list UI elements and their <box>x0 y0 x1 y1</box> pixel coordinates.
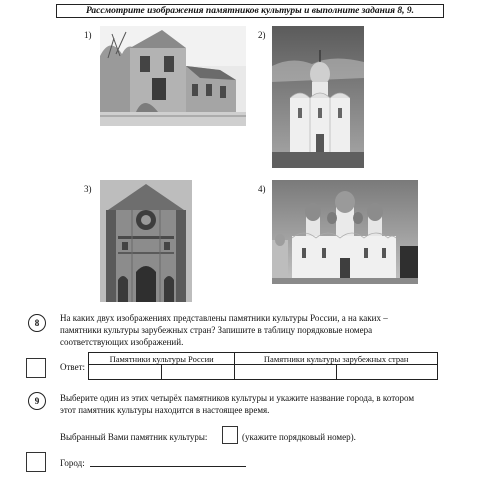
city-input-line[interactable] <box>90 466 246 467</box>
chosen-monument-hint: (укажите порядковый номер). <box>242 432 356 442</box>
question-9-text <box>60 392 444 416</box>
image-3-label: 3) <box>84 184 92 194</box>
answer-table <box>88 352 438 380</box>
chosen-monument-input[interactable] <box>222 426 238 444</box>
russia-column-header: Памятники культуры России <box>89 353 235 365</box>
answer-cell-russia-2[interactable] <box>162 365 235 380</box>
image-1-label: 1) <box>84 30 92 40</box>
white-stone-cathedral-photo <box>272 26 364 168</box>
question-9-score-box[interactable] <box>26 452 46 472</box>
question-8-score-box[interactable] <box>26 358 46 378</box>
question-9-line-2: этот памятник культуры находится в настоящее время. <box>60 405 270 415</box>
question-8-number: 8 <box>28 314 46 332</box>
gothic-cathedral-facade-photo <box>100 180 192 302</box>
answer-cell-russia-1[interactable] <box>89 365 162 380</box>
foreign-column-header: Памятники культуры зарубежных стран <box>235 353 438 365</box>
task-header: Рассмотрите изображения памятников культуры и выполните задания 8, 9. <box>56 4 444 18</box>
answer-cell-foreign-1[interactable] <box>235 365 336 380</box>
answer-label: Ответ: <box>60 362 86 372</box>
question-8-text <box>60 312 444 348</box>
question-8-line-1: На каких двух изображениях представлены памятники культуры России, а на каких – <box>60 313 388 323</box>
question-8-line-3: соответствующих изображений. <box>60 337 184 347</box>
image-2-label: 2) <box>258 30 266 40</box>
answer-cell-foreign-2[interactable] <box>336 365 437 380</box>
question-8-line-2: памятники культуры зарубежных стран? Запишите в таблицу порядковые номера <box>60 325 373 335</box>
question-9-line-1: Выберите один из этих четырёх памятников культуры и укажите название города, в котором <box>60 393 415 403</box>
city-label: Город: <box>60 458 85 468</box>
multi-dome-cathedral-photo <box>272 180 418 284</box>
question-9-number: 9 <box>28 392 46 410</box>
romanesque-church-photo <box>100 26 246 126</box>
chosen-monument-label: Выбранный Вами памятник культуры: <box>60 432 208 442</box>
image-4-label: 4) <box>258 184 266 194</box>
